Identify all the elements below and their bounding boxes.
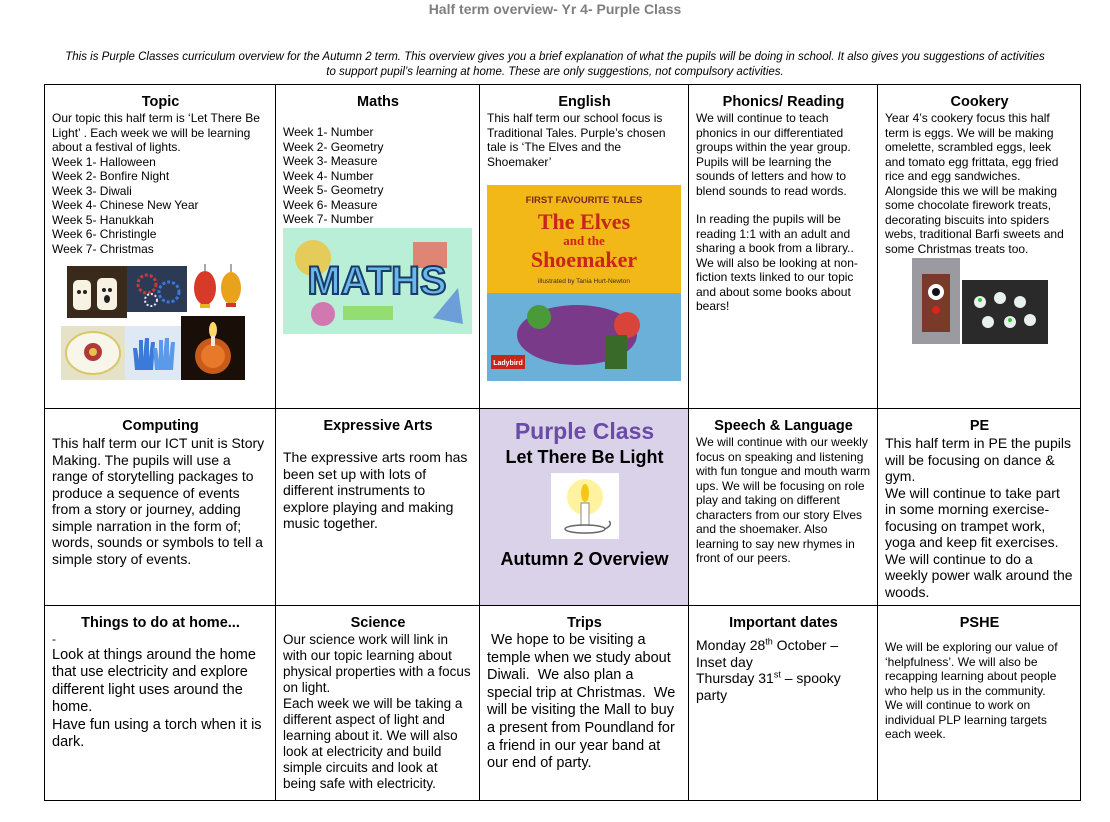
science-para1: Our science work will link in with our topic learning about physical properties with a focus on light. — [283, 632, 471, 695]
computing-heading: Computing — [122, 418, 199, 434]
chinese-lanterns-photo — [187, 256, 247, 316]
maths-week: Week 6- Measure — [283, 197, 378, 212]
english-heading: English — [558, 94, 611, 110]
topic-intro: Our topic this half term is ‘Let There Be Light’ . Each week we will be learning about a festival of lights. — [52, 111, 260, 154]
maths-heading: Maths — [357, 94, 399, 110]
trips-cell — [480, 606, 689, 801]
hand-print-art-photo — [125, 326, 181, 380]
topic-week: Week 1- Halloween — [52, 154, 156, 169]
overview-grid — [44, 84, 1081, 801]
maths-cell — [276, 85, 480, 409]
topic-week: Week 2- Bonfire Night — [52, 169, 170, 183]
home-para2: Have fun using a torch when it is dark. — [52, 716, 262, 751]
cookery-heading: Cookery — [950, 94, 1009, 110]
maths-week: Week 3- Measure — [283, 154, 378, 168]
topic-week: Week 4- Chinese New Year — [52, 198, 199, 212]
science-heading: Science — [350, 615, 406, 631]
pshe-para2: We will continue to work on individual PLP learning targets each week. — [885, 698, 1047, 741]
science-para2: Each week we will be taking a different aspect of light and learning about it. We will also look at electricity and build simple circuits and look at being safe with electricity. — [283, 696, 463, 791]
phonics-cell — [689, 85, 878, 409]
autumn-overview-label: Autumn 2 Overview — [500, 549, 669, 569]
important-dates-heading: Important dates — [729, 615, 838, 631]
pe-cell — [878, 409, 1081, 606]
computing-cell — [45, 409, 276, 606]
cookery-cell — [878, 85, 1081, 409]
topic-cell — [45, 85, 276, 409]
home-heading: Things to do at home... — [81, 615, 240, 631]
purple-class-title: Purple Class — [514, 418, 655, 444]
pshe-cell — [878, 606, 1081, 801]
book-title-line3: Shoemaker — [530, 247, 638, 272]
pshe-heading: PSHE — [959, 615, 1000, 631]
diwali-plate-photo — [61, 326, 125, 380]
pshe-para1: We will be exploring our value of ‘helpfulness’. We will also be recapping learning about people who help us in the community. — [885, 640, 1058, 698]
expressive-arts-cell — [276, 409, 480, 606]
topic-week: Week 3- Diwali — [52, 183, 132, 198]
date-item-spooky-party: Thursday 31st – spooky party — [696, 669, 841, 703]
expressive-arts-heading: Expressive Arts — [323, 418, 433, 434]
topic-heading: Topic — [141, 94, 180, 110]
biscuit-decoration-photo — [962, 280, 1048, 344]
book-cover-image — [487, 185, 681, 381]
home-para1: Look at things around the home that use electricity and explore different light uses around the home. — [52, 646, 256, 716]
speech-language-cell — [689, 409, 878, 606]
festival-photos — [52, 256, 269, 406]
english-text: This half term our school focus is Traditional Tales. Purple’s chosen tale is ‘The Elves and the Shoemaker’ — [487, 111, 666, 169]
fireworks-art-photo — [127, 266, 187, 312]
pe-para2: We will continue to take part in some morning exercise-focusing on trampet work, yoga and keep fit exercises. — [885, 484, 1060, 550]
expressive-arts-text: The expressive arts room has been set up with lots of different instruments to explore playing and making music together. — [283, 449, 468, 531]
trips-heading: Trips — [567, 615, 602, 631]
science-cell — [276, 606, 480, 801]
book-title-line1: The Elves — [537, 209, 631, 234]
purple-class-subtitle: Let There Be Light — [505, 447, 664, 467]
cookery-photos — [885, 258, 1074, 350]
pe-heading: PE — [969, 418, 990, 434]
halloween-lanterns-photo — [67, 266, 127, 318]
intro-text: This is Purple Classes curriculum overview for the Autumn 2 term. This overview gives you a brief explanation of what the pupils will be doing in school. It also gives you suggestions of activities to support pupil’s learning at home. These are only suggestions, not compulsory activities. — [65, 51, 1045, 78]
home-cell — [45, 606, 276, 801]
candle-icon — [551, 473, 619, 539]
important-dates-cell — [689, 606, 878, 801]
topic-week: Week 6- Christingle — [52, 227, 157, 241]
book-series-text: FIRST FAVOURITE TALES — [525, 195, 643, 206]
reindeer-treat-photo — [912, 258, 960, 344]
english-cell — [480, 85, 689, 409]
maths-week: Week 4- Number — [283, 168, 374, 183]
pe-para1: This half term in PE the pupils will be focusing on dance & gym. — [885, 435, 1071, 484]
speech-language-text: We will continue with our weekly focus on speaking and listening with fun tongue and mouth warm ups. We will be focusing on role play and taking on different characters from our story Elves and the shoemaker. Also learning to say new rhymes in front of our peers. — [696, 435, 871, 565]
phonics-para1: We will continue to teach phonics in our differentiated groups within the year group. Pupils will be learning the sounds of letters and how to blend sounds to read words. — [696, 111, 851, 198]
maths-week: Week 5- Geometry — [283, 183, 384, 197]
phonics-para2: In reading the pupils will be reading 1:1 with an adult and sharing a book from a library.. We will also be looking at non-fiction texts linked to our topic and about some books about bears! — [696, 212, 858, 313]
topic-week: Week 7- Christmas — [52, 241, 154, 256]
maths-collage-image — [283, 228, 472, 334]
maths-week: Week 1- Number — [283, 125, 374, 139]
cookery-text: Year 4’s cookery focus this half term is eggs. We will be making omelette, scrambled eggs, leek and tomato egg frittata, egg fried rice and egg sandwiches. Alongside this we will be making some chocolate firework treats, decorating biscuits into spiders webs, traditional Barfi sweets and some Christmas treats too. — [885, 111, 1064, 256]
book-title-line2: and the — [563, 233, 605, 248]
maths-week: Week 2- Geometry — [283, 139, 384, 154]
trips-text: We hope to be visiting a temple when we study about Diwali. We also plan a special trip at Christmas. We will be visiting the Mall to buy a present from Poundland for a friend in our year band at our end of party. — [487, 632, 680, 772]
purple-class-cell — [480, 409, 689, 606]
topic-week: Week 5- Hanukkah — [52, 212, 154, 227]
phonics-heading: Phonics/ Reading — [722, 94, 845, 110]
computing-text: This half term our ICT unit is Story Making. The pupils will use a range of storytelling packages to produce a sequence of events from a story or journey, adding simple narration in the form of; words, sounds or symbols to tell a simple story of events. — [52, 435, 265, 567]
book-credit-text: illustrated by Tania Hurt-Newton — [537, 278, 631, 285]
date-item-inset-day: Monday 28th October – Inset day — [696, 636, 839, 670]
maths-week: Week 7- Number — [283, 212, 374, 226]
home-dash: - — [52, 632, 56, 646]
speech-language-heading: Speech & Language — [714, 418, 853, 434]
page-title: Half term overview- Yr 4- Purple Class — [428, 1, 682, 17]
book-publisher-text: Ladybird — [493, 360, 523, 367]
maths-image-text: MATHS — [307, 258, 447, 303]
pe-para3: We will continue to do a weekly power walk around the woods. — [885, 550, 1073, 600]
christingle-photo — [181, 316, 245, 380]
